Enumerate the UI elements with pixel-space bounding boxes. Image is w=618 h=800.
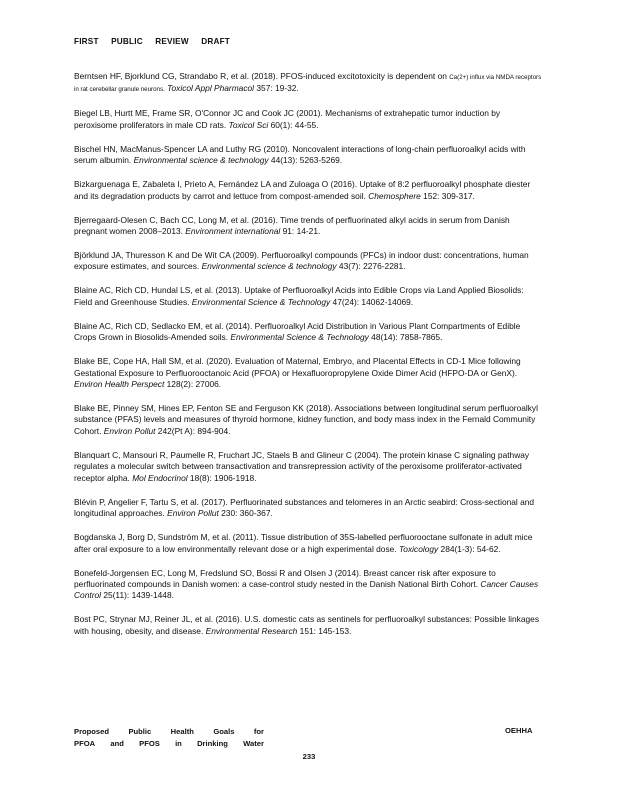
reference-journal: Environmental Research — [205, 625, 298, 636]
reference-entry — [74, 614, 544, 637]
footer-document-title — [74, 726, 264, 750]
reference-authors-title: Björklund JA, Thuresson K and De Wit CA (2009). Perfluoroalkyl compounds (PFCs) in indoor dust: concentrations, human exposure estimates, and sources. — [74, 250, 529, 272]
reference-authors-title: Bischel HN, MacManus-Spencer LA and Luthy RG (2010). Noncovalent interactions of long-chain perfluoroalkyl acids with serum albumin. — [74, 143, 526, 166]
reference-authors-title: Blake BE, Pinney SM, Hines EP, Fenton SE and Ferguson KK (2018). Associations between longitudinal serum perfluoroalkyl substance (PFAS) levels and measures of thyroid hormone, kidney function, and body mass index in the Fernald Community Cohort. — [74, 403, 538, 436]
reference-journal: Chemosphere — [368, 190, 421, 201]
reference-entry — [74, 568, 544, 602]
reference-authors-title: Bonefeld-Jorgensen EC, Long M, Fredslund SO, Bossi R and Olsen J (2014). Breast cancer risk after exposure to perfluorinated compounds in Danish women: a case-control study nested in the Danish National Birth Cohort. — [74, 567, 496, 589]
footer-word: and — [110, 739, 124, 748]
reference-journal: Environmental Science & Technology — [191, 296, 331, 307]
reference-volume-pages: 128(2): 27006. — [164, 379, 222, 390]
reference-entry — [74, 108, 544, 131]
reference-entry — [74, 144, 544, 167]
reference-journal: Environmental Science & Technology — [230, 332, 369, 343]
reference-entry — [74, 450, 544, 484]
reference-volume-pages: 151: 145-153. — [297, 625, 352, 636]
reference-authors-title: Blaine AC, Rich CD, Sedlacko EM, et al. (2014). Perfluoroalkyl Acid Distribution in Various Plant Compartments of Edible Crops Grown in Biosolids-Amended soils. — [74, 320, 521, 343]
reference-entry — [74, 403, 544, 437]
reference-journal: Environmental science & technology — [133, 155, 269, 166]
reference-entry — [74, 71, 544, 96]
reference-volume-pages: 284(1-3): 54-62. — [438, 543, 501, 554]
reference-volume-pages: 48(14): 7858-7865. — [368, 332, 443, 343]
reference-journal: Environ Pollut — [167, 508, 219, 519]
reference-journal: Toxicol Sci — [228, 119, 269, 130]
footer-word: Proposed — [74, 727, 110, 736]
reference-entry — [74, 250, 544, 273]
reference-journal: Cancer Causes Control — [74, 578, 539, 601]
reference-journal: Environ Health Perspect — [74, 379, 165, 390]
reference-authors-title: Bjerregaard-Olesen C, Bach CC, Long M, et al. (2016). Time trends of perfluorinated alkyl acids in serum from Danish pregnant women 2008–2013. — [74, 214, 510, 237]
reference-volume-pages: 47(24): 14062-14069. — [330, 296, 414, 307]
reference-list — [74, 71, 544, 650]
reference-authors-title: Bost PC, Strynar MJ, Reiner JL, et al. (2016). U.S. domestic cats as sentinels for perfluoroalkyl substances: Possible linkages with housing, obesity, and disease. — [74, 614, 540, 636]
reference-volume-pages: 60(1): 44-55. — [268, 119, 319, 130]
reference-volume-pages: 43(7): 2276-2281. — [336, 261, 406, 272]
reference-entry — [74, 532, 544, 555]
reference-journal: Toxicology — [398, 543, 439, 554]
footer-agency: OEHHA — [505, 726, 533, 735]
reference-volume-pages: 91: 14-21. — [280, 226, 321, 237]
reference-authors-title: Blévin P, Angelier F, Tartu S, et al. (2017). Perfluorinated substances and telomeres in an Arctic seabird: Cross-sectional and longitudinal approaches. — [74, 496, 535, 519]
footer-word: Goals — [213, 727, 235, 736]
reference-authors-title: Blake BE, Cope HA, Hall SM, et al. (2020). Evaluation of Maternal, Embryo, and Placental Effects in CD-1 Mice following Gestational Exposure to Perfluorooctanoic Acid (PFOA) or Hexafluoropropylene Oxide Dimer Acid (HFPO-DA or GenX). — [74, 356, 521, 378]
reference-title-continuation: Ca(2+) influx via NMDA receptors in rat cerebellar granule neurons. — [74, 74, 542, 94]
page-number: 233 — [302, 752, 316, 761]
reference-authors-title: Bizkarguenaga E, Zabaleta I, Prieto A, Fernández LA and Zuloaga O (2016). Uptake of 8:2 perfluoroalkyl phosphate diester and its degradation products by carrot and lettuce from compost-amended soil. — [74, 179, 531, 201]
reference-journal: Environ Pollut — [103, 425, 156, 436]
footer-word: Public — [128, 727, 152, 736]
reference-entry — [74, 321, 544, 344]
footer-word: Water — [243, 739, 264, 748]
reference-entry — [74, 215, 544, 238]
footer-word: PFOA — [74, 739, 96, 748]
footer-title-line-1 — [74, 726, 264, 738]
reference-volume-pages: 357: 19-32. — [254, 83, 299, 94]
footer-word: Health — [170, 727, 194, 736]
reference-volume-pages: 152: 309-317. — [420, 190, 475, 201]
reference-authors-title: Biegel LB, Hurtt ME, Frame SR, O'Connor JC and Cook JC (2001). Mechanisms of extrahepatic tumor induction by peroxisome proliferators in male CD rats. — [74, 108, 501, 130]
reference-entry — [74, 356, 544, 390]
footer-word: for — [253, 727, 264, 736]
reference-volume-pages: 242(Pt A): 894-904. — [155, 425, 231, 436]
footer-title-line-2 — [74, 738, 264, 750]
reference-journal: Environmental science & technology — [201, 261, 337, 272]
footer-word: PFOS — [139, 739, 160, 748]
reference-journal: Mol Endocrinol — [132, 472, 188, 483]
reference-entry — [74, 497, 544, 520]
reference-volume-pages: 18(8): 1906-1918. — [187, 472, 257, 483]
reference-authors-title: Blaine AC, Rich CD, Hundal LS, et al. (2013). Uptake of Perfluoroalkyl Acids into Edible Crops via Land Applied Biosolids: Field and Greenhouse Studies. — [74, 285, 524, 307]
reference-volume-pages: 25(11): 1439-1448. — [101, 590, 174, 601]
reference-journal: Environment international — [185, 226, 281, 237]
reference-authors-title: Bogdanska J, Borg D, Sundström M, et al. (2011). Tissue distribution of 35S-labelled perfluorooctane sulfonate in adult mice after oral exposure to a low environmentally relevant dose or a high experimental dose. — [74, 532, 533, 554]
reference-volume-pages: 230: 360-367. — [218, 508, 273, 519]
reference-entry — [74, 179, 544, 202]
reference-authors-title: Blanquart C, Mansouri R, Paumelle R, Fruchart JC, Staels B and Glineur C (2004). The protein kinase C signaling pathway regulates a molecular switch between transactivation and transrepression activity of the peroxisome proliferator-activated receptor alpha. — [74, 449, 530, 483]
draft-header: FIRST PUBLIC REVIEW DRAFT — [74, 37, 230, 46]
reference-volume-pages: 44(13): 5263-5269. — [268, 155, 343, 166]
reference-journal: Toxicol Appl Pharmacol — [167, 83, 255, 94]
footer-word: in — [175, 739, 182, 748]
reference-entry — [74, 285, 544, 308]
reference-authors-title: Berntsen HF, Bjorklund CG, Strandabo R, et al. (2018). PFOS-induced excitotoxicity is dependent on — [74, 71, 450, 81]
footer-word: Drinking — [197, 739, 228, 748]
